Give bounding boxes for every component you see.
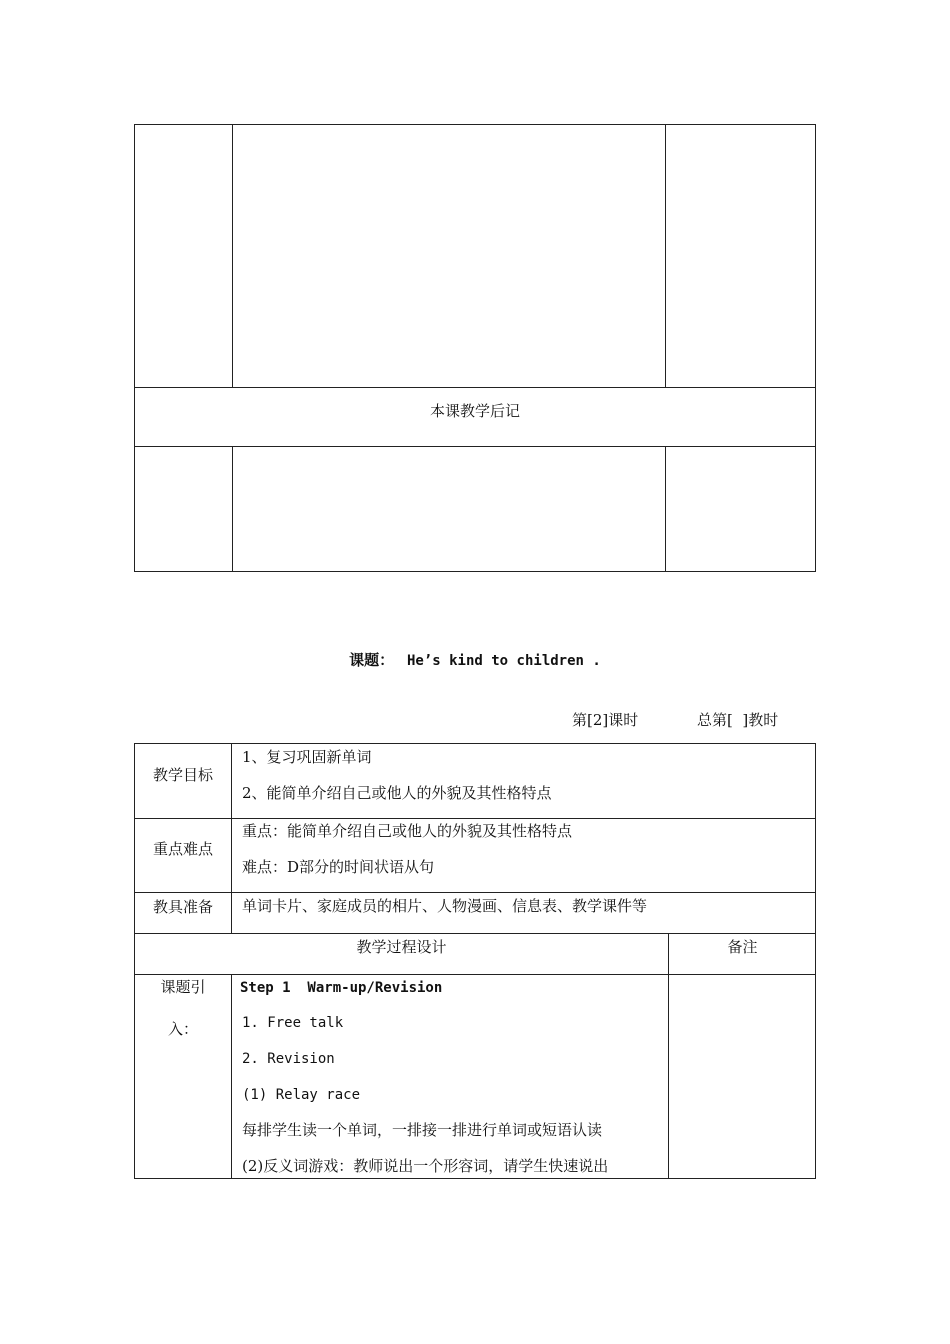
- intro-item-4: 每排学生读一个单词，一排接一排进行单词或短语认读: [242, 1121, 603, 1139]
- lesson-title-text: He’s kind to children .: [406, 653, 601, 669]
- afterword-label: 本课教学后记: [429, 402, 520, 420]
- materials-text: 单词卡片、家庭成员的相片、人物漫画、信息表、教学课件等: [242, 897, 648, 915]
- intro-content-cell: [232, 974, 669, 1179]
- period-label: 第[2]课时: [572, 711, 639, 729]
- lesson-title: [0, 650, 950, 671]
- goals-line-1: 1、复习巩固新单词: [242, 748, 372, 766]
- top-row3-col1: [134, 446, 233, 572]
- intro-item-1: 1. Free talk: [242, 1015, 344, 1031]
- intro-step-title: Step 1 Warm-up/Revision: [240, 980, 443, 996]
- top-row1-col1: [134, 124, 233, 387]
- keypoints-line-1: 重点：能简单介绍自己或他人的外貌及其性格特点: [242, 822, 573, 840]
- top-row1-col3: [666, 124, 816, 387]
- intro-item-3: (1) Relay race: [242, 1087, 361, 1103]
- top-row3-col3: [666, 446, 816, 572]
- lesson-title-prefix: 课题：: [349, 651, 395, 669]
- notes-header: 备注: [727, 938, 758, 956]
- intro-label-cell: [134, 974, 232, 1179]
- top-row1-col2: [233, 124, 666, 387]
- intro-item-5: (2)反义词游戏：教师说出一个形容词，请学生快速说出: [242, 1157, 609, 1175]
- process-header: 教学过程设计: [356, 938, 447, 956]
- keypoints-label: 重点难点: [152, 840, 213, 858]
- total-period-label: 总第[ ]教时: [697, 711, 779, 729]
- intro-label-line-1: 课题引: [160, 978, 206, 996]
- intro-notes-cell: [669, 974, 816, 1179]
- intro-label-line-2: 入：: [167, 1020, 198, 1038]
- keypoints-line-2: 难点：D部分的时间状语从句: [242, 858, 435, 876]
- top-row3-col2: [233, 446, 666, 572]
- intro-item-2: 2. Revision: [242, 1051, 335, 1067]
- goals-label: 教学目标: [152, 766, 213, 784]
- goals-line-2: 2、能简单介绍自己或他人的外貌及其性格特点: [242, 784, 552, 802]
- materials-label: 教具准备: [152, 898, 213, 916]
